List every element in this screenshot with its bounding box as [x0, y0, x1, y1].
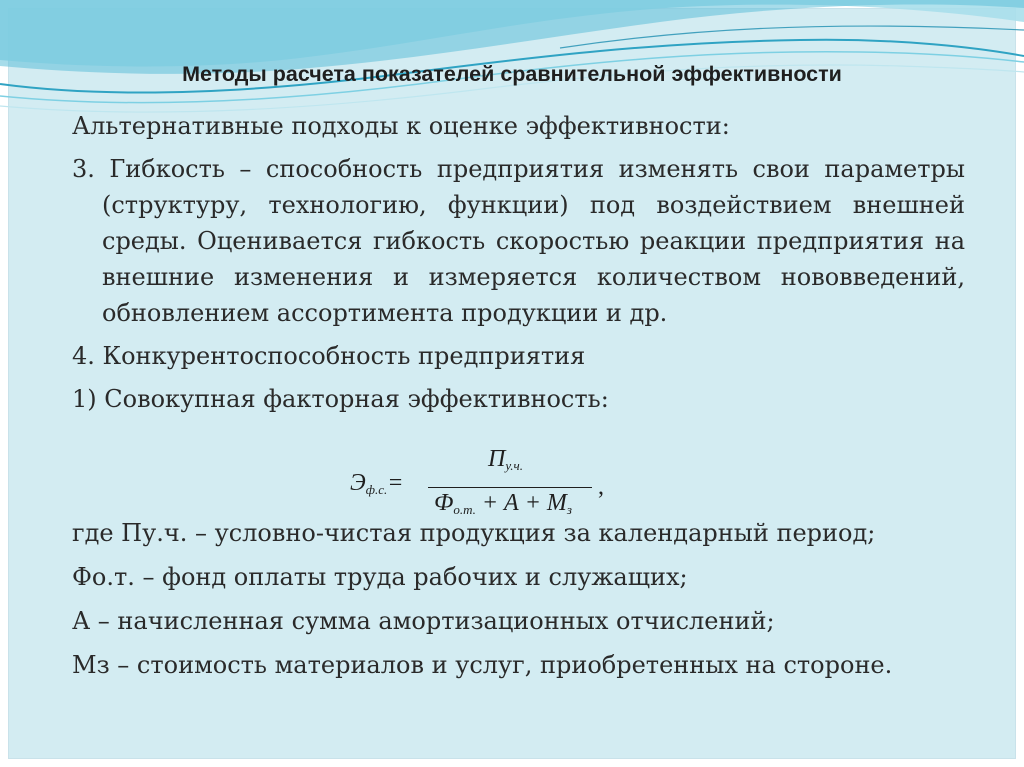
slide-body: [72, 108, 965, 683]
formula-den-subscript-2: з: [566, 502, 572, 517]
item-4-1-factor-efficiency: 1) Совокупная факторная эффективность:: [72, 385, 609, 413]
formula-lhs-subscript: ф.с.: [365, 482, 388, 497]
formula-numerator: [488, 446, 523, 474]
definition-mz: Мз – стоимость материалов и услуг, приобретенных на стороне.: [72, 651, 893, 679]
intro-text: Альтернативные подходы к оценке эффективности:: [72, 112, 730, 140]
item-4-competitiveness: 4. Конкурентоспособность предприятия: [72, 342, 586, 370]
item-3-flexibility: 3. Гибкость – способность предприятия изменять свои параметры (структуру, технологию, функции) под воздействием внешней среды. Оценивается гибкость скоростью реакции предприятия на внешние изменения и измеряется количеством нововведений, обновлением ассортимента продукции и др.: [72, 155, 965, 327]
formula-denominator: [434, 490, 572, 518]
formula-comma: ,: [598, 474, 604, 500]
formula-lhs: [350, 470, 403, 498]
definition-fot: Фо.т. – фонд оплаты труда рабочих и служащих;: [72, 563, 688, 591]
wave-stroke-4: [560, 26, 1024, 48]
formula-equals: =: [387, 470, 404, 496]
formula-den-symbol-1: Ф: [434, 490, 454, 516]
formula-total-factor-efficiency: [350, 446, 630, 526]
formula-num-symbol: П: [488, 446, 506, 472]
definition-pyc: где Пу.ч. – условно-чистая продукция за календарный период;: [72, 519, 876, 547]
formula-fraction-bar: [428, 487, 592, 488]
formula-den-rest: + А + М: [475, 490, 567, 516]
formula-den-subscript-1: о.т.: [453, 502, 476, 517]
formula-lhs-symbol: Э: [350, 470, 366, 496]
definition-a: А – начисленная сумма амортизационных отчислений;: [72, 607, 775, 635]
formula-num-subscript: у.ч.: [505, 458, 523, 473]
slide-title: Методы расчета показателей сравнительной эффективности: [182, 62, 842, 86]
